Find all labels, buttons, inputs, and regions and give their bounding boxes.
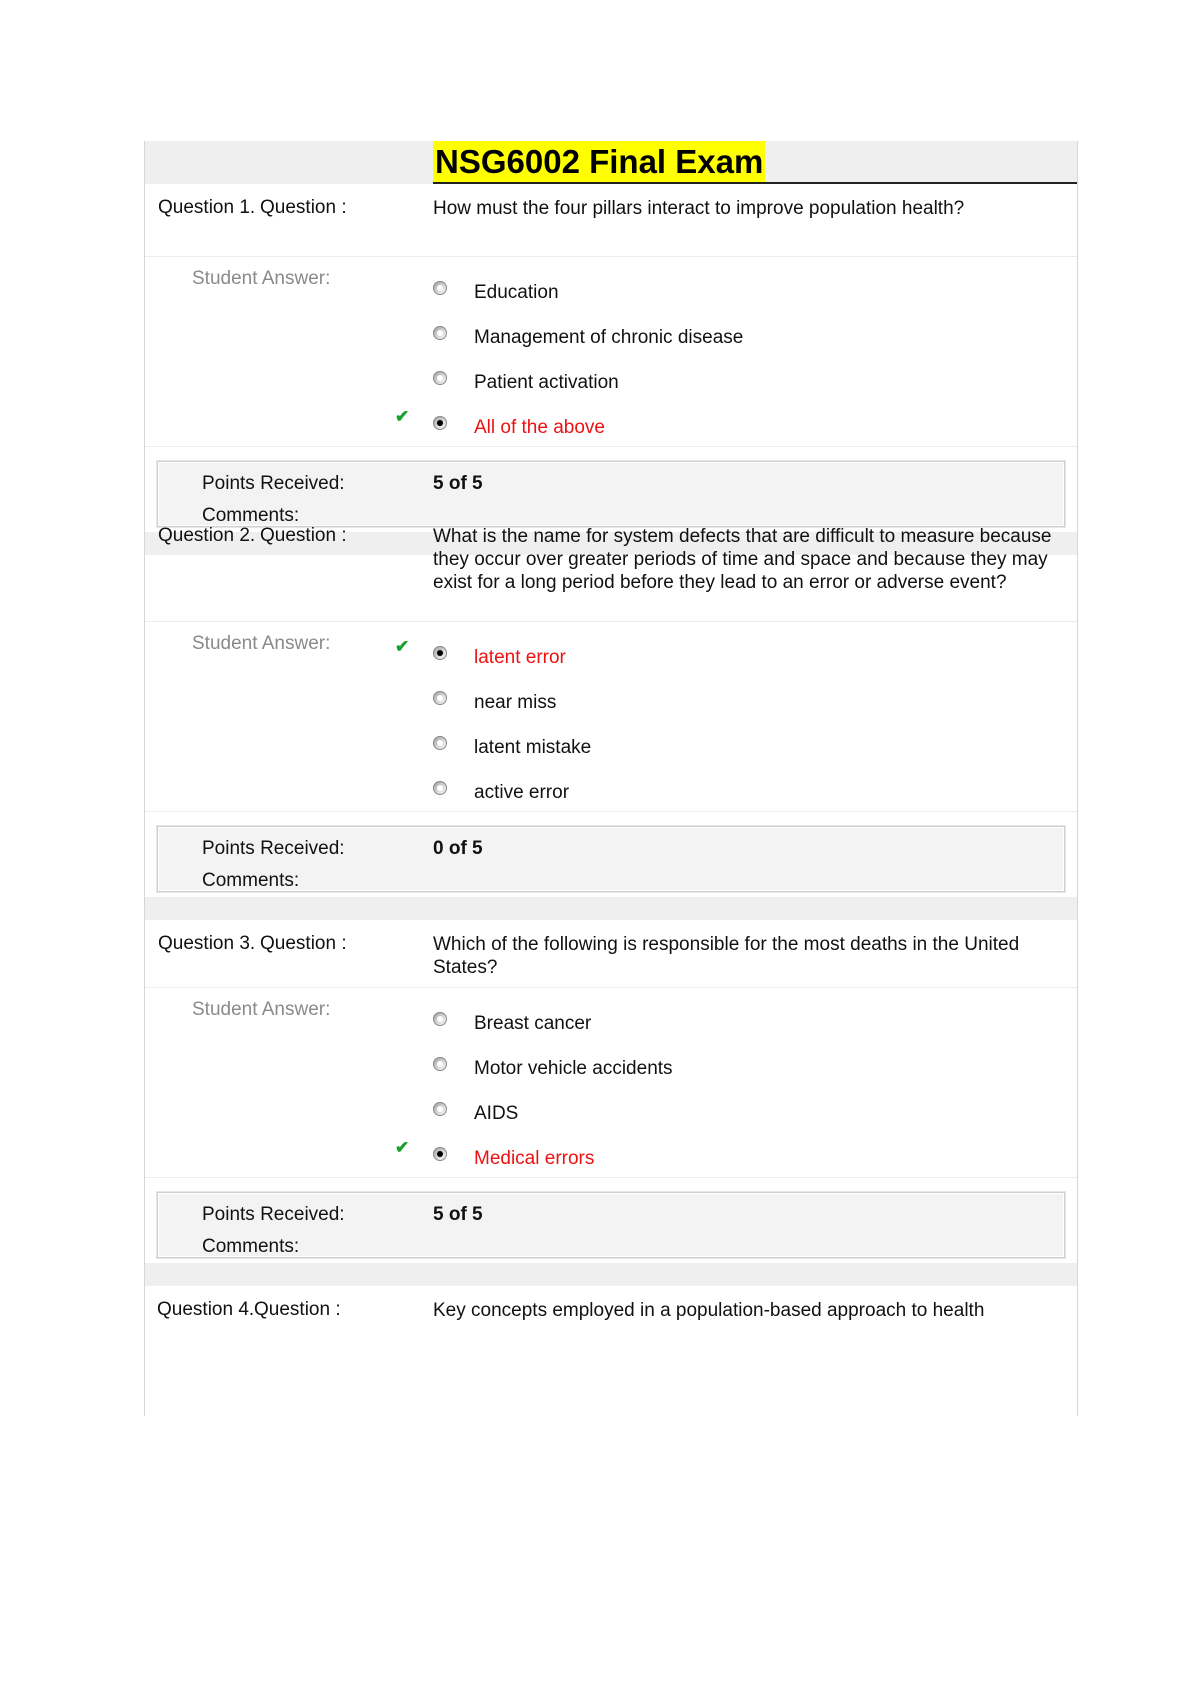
answer-option[interactable] xyxy=(433,279,1033,311)
answer-option-text: near miss xyxy=(474,692,557,713)
question-block xyxy=(145,184,1077,555)
answer-option[interactable] xyxy=(433,414,1033,446)
radio-button-icon[interactable] xyxy=(433,281,447,295)
radio-button-icon[interactable] xyxy=(433,646,447,660)
question-number: Question 2. xyxy=(158,525,256,546)
row-divider xyxy=(145,256,1077,257)
points-received-label: Points Received: xyxy=(202,1204,345,1225)
question-header xyxy=(145,1286,1077,1346)
question-label: Question : xyxy=(260,933,347,954)
answer-option-text: Medical errors xyxy=(474,1148,595,1169)
student-answer-label: Student Answer: xyxy=(192,633,331,654)
answer-option-text: Motor vehicle accidents xyxy=(474,1058,673,1079)
radio-button-icon[interactable] xyxy=(433,416,447,430)
question-number: Question 4. xyxy=(157,1299,255,1320)
comments-label: Comments: xyxy=(202,870,300,891)
answer-option[interactable] xyxy=(433,324,1033,356)
points-received-value: 5 of 5 xyxy=(433,1204,483,1225)
radio-button-icon[interactable] xyxy=(433,781,447,795)
points-box xyxy=(157,826,1065,892)
answer-option-text: Management of chronic disease xyxy=(474,327,744,348)
comments-label: Comments: xyxy=(202,1236,300,1257)
title-bar xyxy=(145,141,1077,184)
question-header xyxy=(145,512,1077,621)
question-block xyxy=(145,1286,1077,1346)
question-number: Question 3. xyxy=(158,933,256,954)
question-separator xyxy=(145,897,1077,920)
question-block xyxy=(145,512,1077,920)
question-separator xyxy=(145,1263,1077,1286)
points-box xyxy=(157,1192,1065,1258)
question-text: Key concepts employed in a population-based approach to health xyxy=(433,1300,985,1321)
comments-label: Comments: xyxy=(202,505,300,526)
points-received-value: 5 of 5 xyxy=(433,473,483,494)
answer-option-text: active error xyxy=(474,782,570,803)
answer-option-text: Patient activation xyxy=(474,372,619,393)
answer-option[interactable] xyxy=(433,1010,1033,1042)
points-received-label: Points Received: xyxy=(202,838,345,859)
question-text: How must the four pillars interact to improve population health? xyxy=(433,198,965,219)
question-text: Which of the following is responsible for the most deaths in the United States? xyxy=(433,934,1020,978)
question-block xyxy=(145,920,1077,1286)
row-divider xyxy=(145,1177,1077,1178)
question-text: What is the name for system defects that are difficult to measure because they occur over greater periods of time and space and because they may exist for a long period before they lead to an error or adverse event? xyxy=(433,526,1052,593)
answer-option[interactable] xyxy=(433,1055,1033,1087)
student-answer-label: Student Answer: xyxy=(192,999,331,1020)
answer-option-text: latent mistake xyxy=(474,737,592,758)
answer-option[interactable] xyxy=(433,689,1033,721)
answer-option[interactable] xyxy=(433,1145,1033,1177)
answer-option[interactable] xyxy=(433,734,1033,766)
question-header xyxy=(145,920,1077,987)
radio-button-icon[interactable] xyxy=(433,691,447,705)
question-number: Question 1. xyxy=(158,197,256,218)
radio-button-icon[interactable] xyxy=(433,371,447,385)
green-check-icon: ✔ xyxy=(395,637,410,656)
radio-button-icon[interactable] xyxy=(433,736,447,750)
answer-option[interactable] xyxy=(433,644,1033,676)
answer-option-text: Education xyxy=(474,282,559,303)
student-answer-label: Student Answer: xyxy=(192,268,331,289)
question-label: Question : xyxy=(260,525,347,546)
answer-option-text: latent error xyxy=(474,647,566,668)
answer-option-text: All of the above xyxy=(474,417,605,438)
exam-sheet xyxy=(144,141,1078,1416)
row-divider xyxy=(145,987,1077,988)
row-divider xyxy=(145,621,1077,622)
row-divider xyxy=(145,446,1077,447)
points-received-value: 0 of 5 xyxy=(433,838,483,859)
answer-option-text: AIDS xyxy=(474,1103,519,1124)
question-label: Question : xyxy=(260,197,347,218)
question-header xyxy=(145,184,1077,256)
answer-option-text: Breast cancer xyxy=(474,1013,592,1034)
green-check-icon: ✔ xyxy=(395,407,410,426)
title-underline xyxy=(433,141,1077,184)
radio-button-icon[interactable] xyxy=(433,1102,447,1116)
radio-button-icon[interactable] xyxy=(433,1147,447,1161)
answer-option[interactable] xyxy=(433,1100,1033,1132)
exam-title: NSG6002 Final Exam xyxy=(435,143,764,180)
radio-button-icon[interactable] xyxy=(433,326,447,340)
green-check-icon: ✔ xyxy=(395,1138,410,1157)
answer-option[interactable] xyxy=(433,779,1033,811)
row-divider xyxy=(145,811,1077,812)
question-label: Question : xyxy=(254,1299,341,1320)
answer-option[interactable] xyxy=(433,369,1033,401)
radio-button-icon[interactable] xyxy=(433,1057,447,1071)
points-received-label: Points Received: xyxy=(202,473,345,494)
radio-button-icon[interactable] xyxy=(433,1012,447,1026)
